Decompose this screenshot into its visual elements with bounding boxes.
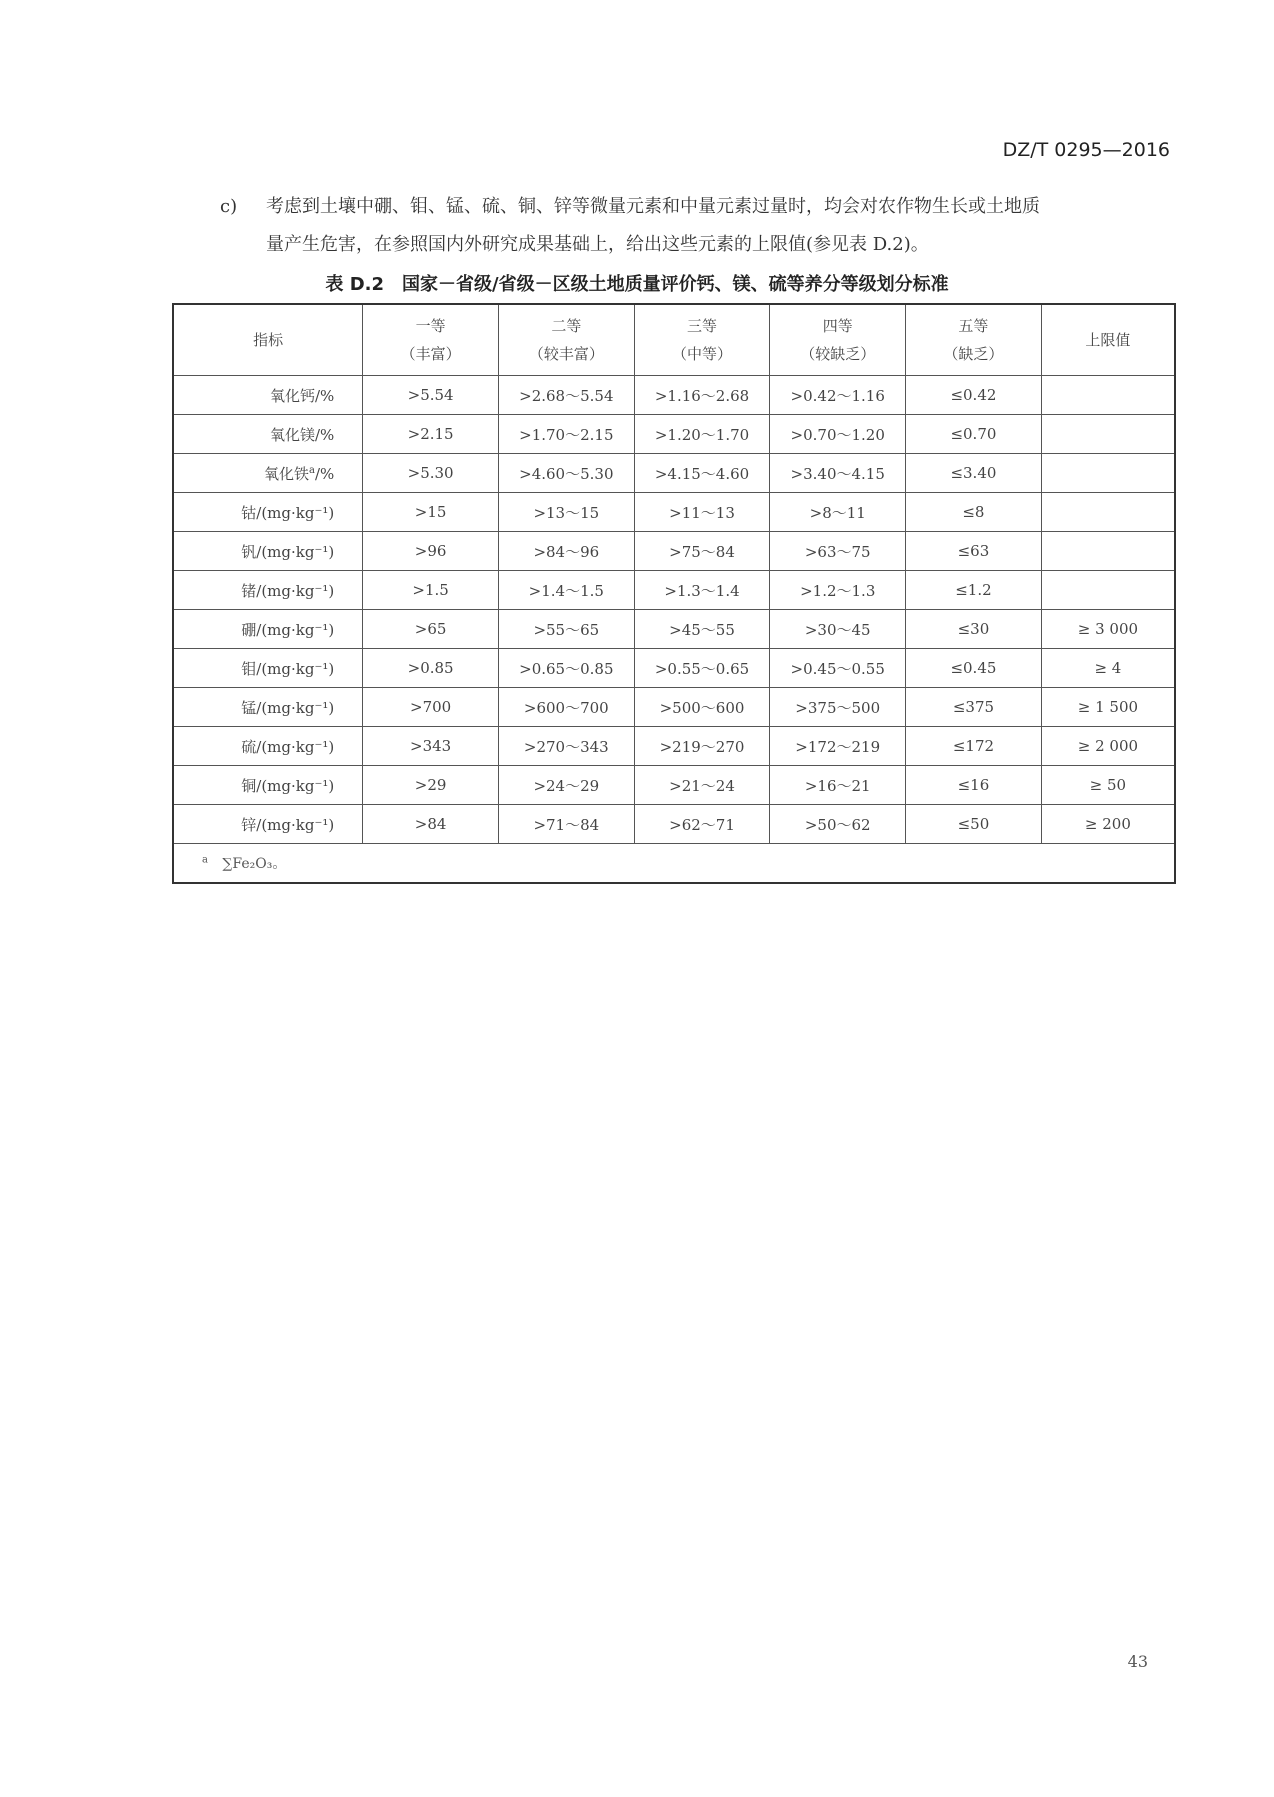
row-label: [173, 493, 363, 532]
table-row: [173, 688, 1175, 727]
row-label-text: 铜/(mg·kg⁻¹): [241, 776, 335, 795]
grade-cell: >0.70～1.20: [770, 415, 906, 454]
paragraph-line-2: 量产生危害，在参照国内外研究成果基础上，给出这些元素的上限值(参见表 D.2)。: [266, 234, 929, 255]
grade-cell: ≤16: [906, 766, 1042, 805]
row-label-text: 氧化钙/%: [269, 386, 335, 405]
grade-cell: >21～24: [634, 766, 770, 805]
table-row: [173, 532, 1175, 571]
grade-cell: >5.30: [363, 454, 499, 493]
grade-cell: >2.68～5.54: [498, 376, 634, 415]
row-label-footnote-marker: a: [308, 464, 315, 476]
grade-cell: ≤0.45: [906, 649, 1042, 688]
grade-cell: >1.5: [363, 571, 499, 610]
grade-cell: >24～29: [498, 766, 634, 805]
document-code: DZ/T 0295—2016: [1002, 139, 1170, 161]
paragraph-line-1: 考虑到土壤中硼、钼、锰、硫、铜、锌等微量元素和中量元素过量时，均会对农作物生长或土地质: [266, 196, 1040, 217]
row-label: [173, 649, 363, 688]
grade-cell: >84: [363, 805, 499, 844]
grading-table: [172, 303, 1176, 884]
row-label-text: 钼/(mg·kg⁻¹): [241, 659, 335, 678]
grade-cell: >62～71: [634, 805, 770, 844]
row-label: [173, 415, 363, 454]
grade-cell: >63～75: [770, 532, 906, 571]
row-label: [173, 688, 363, 727]
grade-cell: >600～700: [498, 688, 634, 727]
grade-cell: ≤0.42: [906, 376, 1042, 415]
grade-cell: >4.15～4.60: [634, 454, 770, 493]
grade-cell: >0.65～0.85: [498, 649, 634, 688]
row-label-text: 钴/(mg·kg⁻¹): [241, 503, 335, 522]
table-row: [173, 649, 1175, 688]
grade-cell: ≤50: [906, 805, 1042, 844]
grade-cell: >75～84: [634, 532, 770, 571]
row-label-text: 硫/(mg·kg⁻¹): [241, 737, 335, 756]
grade-cell: >30～45: [770, 610, 906, 649]
table-header-row: [173, 304, 1175, 376]
grade-cell: ≤8: [906, 493, 1042, 532]
column-header-title: 三等: [687, 317, 718, 335]
upper-limit-cell: [1041, 571, 1175, 610]
row-label: [173, 766, 363, 805]
column-header: [363, 304, 499, 376]
row-label-text: 锌/(mg·kg⁻¹): [241, 815, 335, 834]
footnote-marker: a: [202, 854, 208, 866]
grade-cell: >375～500: [770, 688, 906, 727]
upper-limit-cell: [1041, 493, 1175, 532]
table-row: [173, 805, 1175, 844]
grade-cell: >16～21: [770, 766, 906, 805]
upper-limit-cell: ≥ 200: [1041, 805, 1175, 844]
upper-limit-cell: ≥ 3 000: [1041, 610, 1175, 649]
grade-cell: >1.20～1.70: [634, 415, 770, 454]
row-label: [173, 805, 363, 844]
grade-cell: >45～55: [634, 610, 770, 649]
grade-cell: ≤0.70: [906, 415, 1042, 454]
grade-cell: >96: [363, 532, 499, 571]
table-row: [173, 610, 1175, 649]
upper-limit-cell: ≥ 1 500: [1041, 688, 1175, 727]
grade-cell: >50～62: [770, 805, 906, 844]
column-header-subtitle: （中等）: [672, 345, 733, 363]
row-label-text: 硼/(mg·kg⁻¹): [241, 620, 335, 639]
table-row: [173, 415, 1175, 454]
grade-cell: ≤3.40: [906, 454, 1042, 493]
row-label: [173, 610, 363, 649]
paragraph-c: [220, 188, 1178, 264]
column-header: [498, 304, 634, 376]
column-header-subtitle: （丰富）: [400, 345, 461, 363]
column-header-title: 四等: [822, 317, 853, 335]
grade-cell: >15: [363, 493, 499, 532]
grade-cell: ≤63: [906, 532, 1042, 571]
table-caption: 表 D.2 国家－省级/省级－区级土地质量评价钙、镁、硫等养分等级划分标准: [325, 274, 949, 295]
table-row: [173, 493, 1175, 532]
grade-cell: >0.55～0.65: [634, 649, 770, 688]
grade-cell: >219～270: [634, 727, 770, 766]
grade-cell: >343: [363, 727, 499, 766]
column-header-subtitle: （较缺乏）: [800, 345, 876, 363]
grade-cell: >0.42～1.16: [770, 376, 906, 415]
row-label: [173, 532, 363, 571]
grade-cell: >1.2～1.3: [770, 571, 906, 610]
footnote-row: [173, 844, 1175, 884]
column-header: [634, 304, 770, 376]
grade-cell: >2.15: [363, 415, 499, 454]
row-label-text: 锗/(mg·kg⁻¹): [241, 581, 335, 600]
column-header: [770, 304, 906, 376]
grade-cell: ≤30: [906, 610, 1042, 649]
grade-cell: >84～96: [498, 532, 634, 571]
grade-cell: >1.3～1.4: [634, 571, 770, 610]
row-label: [173, 571, 363, 610]
table-row: [173, 727, 1175, 766]
table-row: [173, 766, 1175, 805]
grade-cell: >55～65: [498, 610, 634, 649]
page-number: 43: [1127, 1652, 1148, 1671]
column-header-title: 指标: [253, 331, 284, 349]
upper-limit-cell: [1041, 532, 1175, 571]
grade-cell: >1.70～2.15: [498, 415, 634, 454]
grade-cell: ≤1.2: [906, 571, 1042, 610]
grade-cell: >270～343: [498, 727, 634, 766]
grade-cell: >71～84: [498, 805, 634, 844]
grade-cell: >0.85: [363, 649, 499, 688]
table-body: [173, 376, 1175, 844]
table-row: [173, 454, 1175, 493]
grade-cell: >172～219: [770, 727, 906, 766]
grade-cell: >500～600: [634, 688, 770, 727]
column-header: [173, 304, 363, 376]
column-header-title: 一等: [415, 317, 446, 335]
grade-cell: >0.45～0.55: [770, 649, 906, 688]
grade-cell: >65: [363, 610, 499, 649]
grade-cell: >8～11: [770, 493, 906, 532]
row-label-text: 氧化铁: [263, 464, 309, 483]
upper-limit-cell: ≥ 4: [1041, 649, 1175, 688]
row-label: [173, 454, 363, 493]
upper-limit-cell: ≥ 50: [1041, 766, 1175, 805]
grade-cell: >5.54: [363, 376, 499, 415]
grade-cell: >13～15: [498, 493, 634, 532]
footnote-text: ∑Fe₂O₃。: [222, 856, 287, 872]
column-header-title: 二等: [551, 317, 582, 335]
column-header-title: 五等: [958, 317, 989, 335]
row-label-text: 氧化镁/%: [269, 425, 335, 444]
column-header-subtitle: （较丰富）: [528, 345, 604, 363]
column-header-subtitle: （缺乏）: [943, 345, 1004, 363]
row-label: [173, 727, 363, 766]
table-row: [173, 571, 1175, 610]
row-label-text: 钒/(mg·kg⁻¹): [241, 542, 335, 561]
footnote-cell: [173, 844, 1175, 884]
list-marker: c): [220, 196, 238, 217]
grade-cell: >700: [363, 688, 499, 727]
grade-cell: >1.16～2.68: [634, 376, 770, 415]
grade-cell: >11～13: [634, 493, 770, 532]
grade-cell: >4.60～5.30: [498, 454, 634, 493]
upper-limit-cell: [1041, 454, 1175, 493]
column-header-title: 上限值: [1085, 331, 1131, 349]
table-row: [173, 376, 1175, 415]
row-label-unit: /%: [314, 464, 335, 483]
grade-cell: >29: [363, 766, 499, 805]
upper-limit-cell: [1041, 415, 1175, 454]
grade-cell: >3.40～4.15: [770, 454, 906, 493]
grade-cell: ≤172: [906, 727, 1042, 766]
upper-limit-cell: [1041, 376, 1175, 415]
column-header: [906, 304, 1042, 376]
grade-cell: ≤375: [906, 688, 1042, 727]
column-header: [1041, 304, 1175, 376]
grade-cell: >1.4～1.5: [498, 571, 634, 610]
upper-limit-cell: ≥ 2 000: [1041, 727, 1175, 766]
row-label-text: 锰/(mg·kg⁻¹): [241, 698, 335, 717]
row-label: [173, 376, 363, 415]
